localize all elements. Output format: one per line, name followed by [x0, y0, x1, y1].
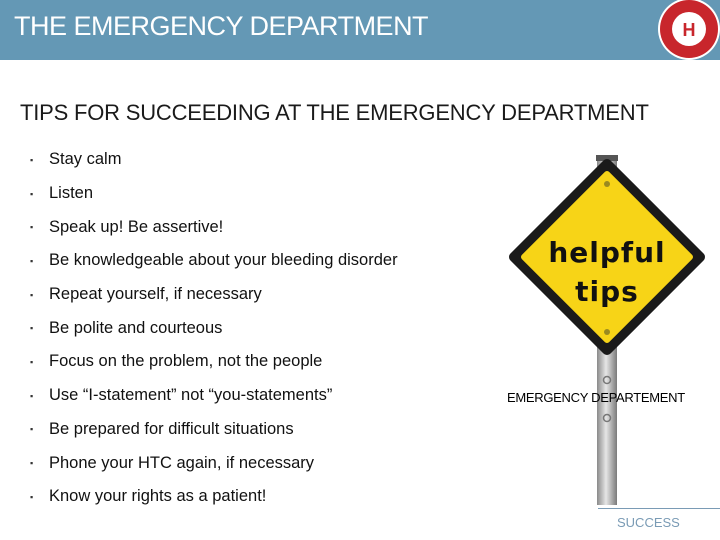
list-item-text: Be polite and courteous	[49, 318, 223, 337]
page-title: THE EMERGENCY DEPARTMENT	[14, 11, 429, 41]
footer-label: SUCCESS	[617, 515, 680, 530]
bullet-icon: ▪	[30, 356, 34, 367]
bullet-icon: ▪	[30, 255, 34, 266]
section-subtitle: TIPS FOR SUCCEEDING AT THE EMERGENCY DEPARTMENT	[20, 100, 649, 125]
helpful-tips-sign	[505, 150, 720, 505]
list-item	[30, 413, 398, 447]
list-item	[30, 244, 398, 278]
bullet-icon: ▪	[30, 289, 34, 300]
list-item-text: Speak up! Be assertive!	[49, 217, 224, 236]
list-item-text: Focus on the problem, not the people	[49, 352, 323, 371]
bullet-icon: ▪	[30, 424, 34, 435]
list-item	[30, 210, 398, 244]
sign-text-line2: tips	[575, 275, 639, 308]
list-item	[30, 177, 398, 211]
sign-text-line1: helpful	[548, 236, 666, 269]
list-item	[30, 480, 398, 514]
bullet-icon: ▪	[30, 222, 34, 233]
list-item-text: Repeat yourself, if necessary	[49, 285, 262, 304]
list-item-text: Know your rights as a patient!	[49, 487, 267, 506]
list-item	[30, 311, 398, 345]
list-item-text: Stay calm	[49, 150, 122, 169]
bullet-icon: ▪	[30, 154, 34, 165]
title-bar	[0, 0, 720, 60]
list-item	[30, 345, 398, 379]
list-item	[30, 143, 398, 177]
hospital-logo-icon	[656, 0, 720, 62]
list-item-text: Be knowledgeable about your bleeding disorder	[49, 251, 398, 270]
list-item-text: Use “I-statement” not “you-statements”	[49, 386, 333, 405]
sign-caption: EMERGENCY DEPARTEMENT	[507, 390, 685, 405]
bullet-icon: ▪	[30, 458, 34, 469]
bullet-icon: ▪	[30, 323, 34, 334]
divider	[598, 508, 720, 509]
tips-list	[30, 143, 398, 514]
bullet-icon: ▪	[30, 491, 34, 502]
list-item	[30, 278, 398, 312]
list-item-text: Listen	[49, 184, 94, 203]
bullet-icon: ▪	[30, 390, 34, 401]
logo-letter: H	[682, 20, 696, 40]
list-item	[30, 379, 398, 413]
list-item	[30, 446, 398, 480]
list-item-text: Phone your HTC again, if necessary	[49, 453, 315, 472]
list-item-text: Be prepared for difficult situations	[49, 419, 294, 438]
bullet-icon: ▪	[30, 188, 34, 199]
